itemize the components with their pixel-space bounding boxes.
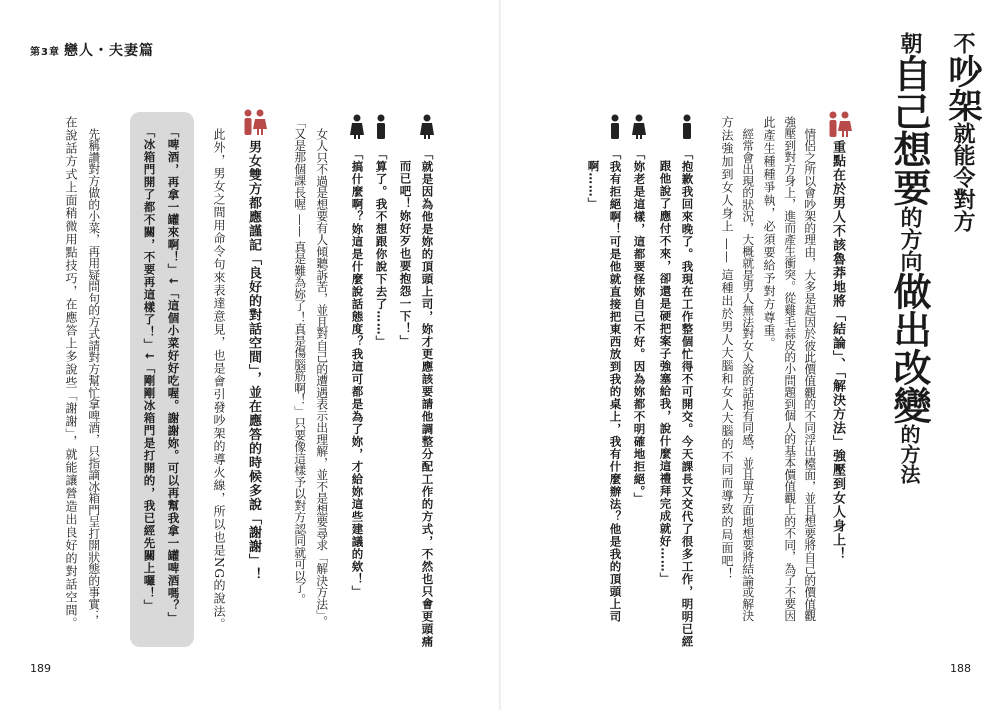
example-line: 「啤酒，再拿一罐來啊！」↓「這個小菜好好吃喔。謝謝妳。可以再幫我拿一罐啤酒嗎？」 — [166, 126, 181, 625]
book-spread: 第3章 戀人・夫妻篇 不吵架就能令對方 朝自己想要的方向做出改變的方法 重點在於男人不該魯莽地將「結論」、「解決方法」強壓到女人身上！ 情侶之所以會吵架的理由，大多是起因於彼此價值觀的不同浮出檯面，並且想要將自己的價值觀 強壓到對方身上，進而產生衝突。從雞毛蒜皮的小問題到個人的基本價值觀上的不同，為了不要因 此產生種種爭執，必須要給予對方尊重。 經常會出現的狀況，大概就是男人無法對女人說的話抱有同感，並且單方面地想要將結論或解決 方法強加到女人身上 —— 這種出於男人大腦和女人大腦的不同而導致的局面吧！ 「抱歉我回來晚了。我現在工作整個忙得不可開交。今天課長又交代了很多工作，明明已經 跟他說了應付不來，卻還是硬把案子強塞給我，說什麼這禮拜完成就好……」 「妳老是這樣，這都要怪妳自己不好。因為妳都不明確地拒絕。」 「我有拒絕啊！可是他就直接把東西放到我的桌上，我有什麼辦法？他是我的頂頭上司 啊……」 188 「就是因為他是妳的頂頭上司，妳才更應該要請他調整分配工作的方式，不然也只會更頭痛 而已吧！妳好歹也要抱怨一下！」 「算了。我不想跟你說下去了……」 「搞什麼啊？妳這是什麼說話態度？我這可都是為了妳，才給妳這些建議的欸！」 女人只不過是想要有人傾聽訴苦，並且對自己的遭遇表示出理解，並不是想要尋求「解決方法」。 「又是那個課長喔 —— 真是難為妳了！真是傷腦筋啊！」只要像這樣予以對方認同就可以了。 男女雙方都應謹記「良好的對話空間」，並在應答的時候多說「謝謝」！ 此外，男女之間用命令句來表達意見，也是會引發吵架的導火線，所以也是NG的說法。 「啤酒，再拿一罐來啊！」↓「這個小菜好好吃喔。謝謝妳。可以再幫我拿一罐啤酒嗎？」 「冰箱門開了都不關，不要再這樣了！」↓「剛剛冰箱門是打開的，我已經先關上囉！」 先稱讚對方做的小菜，再用疑問句的方式請對方幫忙拿啤酒，只指謫冰箱門呈打開狀態的事實； 在說話方式上面稍微用點技巧，在應答上多說些「謝謝」，就能讓營造出良好的對話空間。 189 — [0, 0, 1000, 710]
dialogue-line: 「算了。我不想跟你說下去了……」 — [374, 148, 389, 348]
dialogue-line: 「我有拒絕啊！可是他就直接把東西放到我的桌上，我有什麼辦法？他是我的頂頭上司 — [608, 148, 623, 623]
example-box — [130, 112, 194, 647]
chapter-header — [30, 40, 154, 60]
man-icon — [680, 114, 694, 140]
chapter-title: 戀人・夫妻篇 — [63, 43, 154, 59]
section-heading-right: 重點在於男人不該魯莽地將「結論」、「解決方法」強壓到女人身上！ — [830, 140, 845, 561]
dialogue-line: 跟他說了應付不來，卻還是硬把案子強塞給我，說什麼這禮拜完成就好……」 — [658, 160, 673, 585]
title-line-1: 不吵架就能令對方 — [942, 32, 982, 232]
page-gutter — [499, 0, 501, 710]
man-icon — [608, 114, 622, 140]
dialogue-line: 「抱歉我回來晚了。我現在工作整個忙得不可開交。今天課長又交代了很多工作，明明已經 — [680, 148, 695, 648]
dialogue-line: 「妳老是這樣，這都要怪妳自己不好。因為妳都不明確地拒絕。」 — [632, 148, 647, 505]
left-paragraph-2: 此外，男女之間用命令句來表達意見，也是會引發吵架的導火線，所以也是NG的說法。 — [212, 128, 226, 632]
woman-icon — [632, 114, 646, 140]
title-line-2: 朝自己想要的方向做出改變的方法 — [887, 32, 931, 484]
dialogue-line: 啊……」 — [586, 160, 601, 210]
woman-icon — [350, 114, 364, 140]
man-icon — [374, 114, 388, 140]
dialogue-line: 「搞什麼啊？妳這是什麼說話態度？我這可都是為了妳，才給妳這些建議的欸！」 — [350, 148, 365, 598]
woman-icon — [420, 114, 434, 140]
example-line: 「冰箱門開了都不關，不要再這樣了！」↓「剛剛冰箱門是打開的，我已經先關上囉！」 — [142, 126, 157, 612]
dialogue-line: 而已吧！妳好歹也要抱怨一下！」 — [398, 160, 413, 348]
section-heading-left: 男女雙方都應謹記「良好的對話空間」，並在應答的時候多說「謝謝」！ — [246, 140, 261, 582]
page-number-left: 189 — [30, 662, 51, 675]
couple-icon — [240, 108, 268, 136]
dialogue-line: 「就是因為他是妳的頂頭上司，妳才更應該要請他調整分配工作的方式，不然也只會更頭痛 — [420, 148, 435, 648]
page-number-right: 188 — [950, 662, 971, 675]
couple-icon — [825, 110, 853, 138]
chapter-number: 第3章 — [30, 47, 60, 58]
